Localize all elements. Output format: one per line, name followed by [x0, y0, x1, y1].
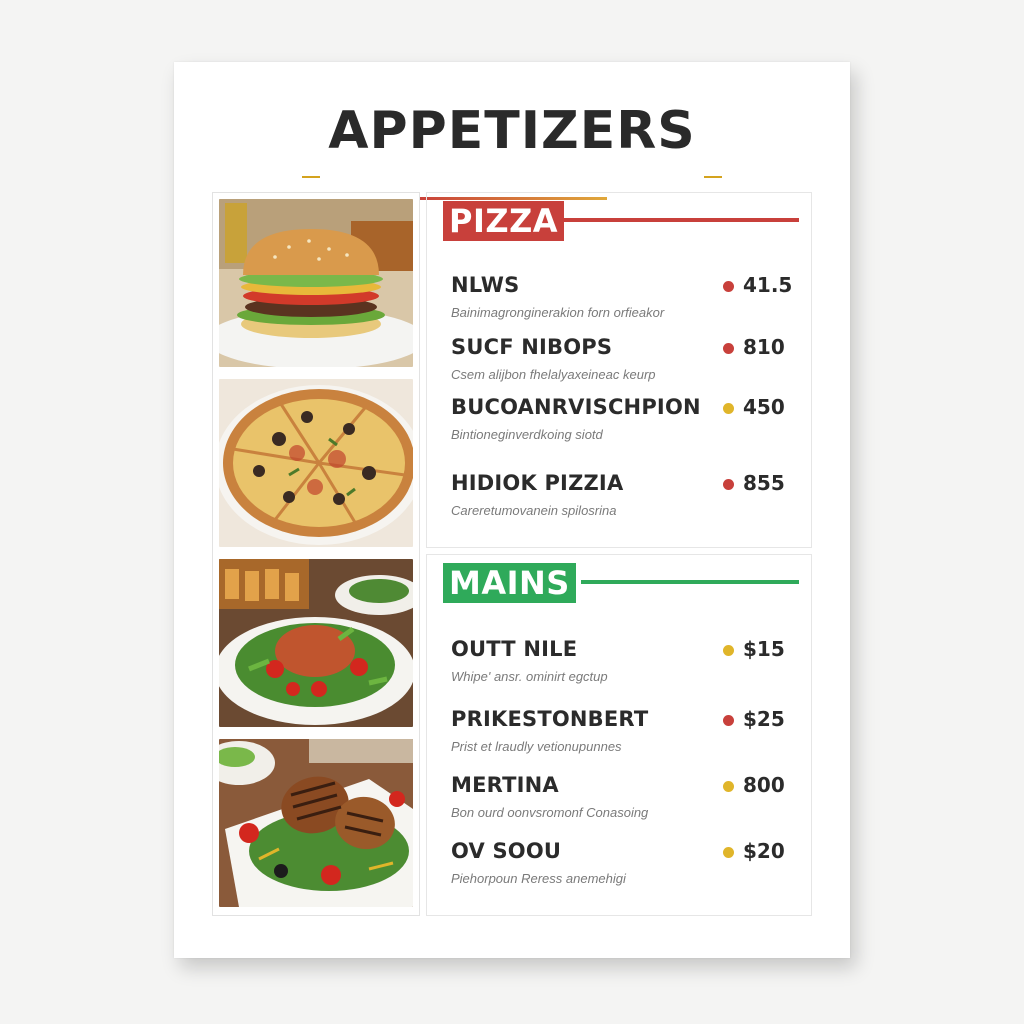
menu-item: [451, 839, 793, 889]
item-name: OUTT NILE: [451, 637, 578, 661]
section-title-mains: MAINS: [443, 563, 576, 603]
item-price: 855: [743, 471, 785, 495]
page-title: APPETIZERS: [328, 101, 696, 161]
menu-item: [451, 471, 793, 521]
item-description: Whipe' ansr. ominirt egctup: [451, 669, 608, 684]
section-rule-pizza: [563, 218, 799, 222]
grilled-meat-salad-photo: [219, 739, 413, 907]
menu-header: [174, 100, 850, 170]
title-dash-left: [302, 176, 320, 178]
item-price: 800: [743, 773, 785, 797]
item-price: 810: [743, 335, 785, 359]
photo-column: [212, 192, 420, 916]
item-description: Bintioneginverdkoing siotd: [451, 427, 603, 442]
item-description: Prist et lraudly vetionupunnes: [451, 739, 622, 754]
menu-item: [451, 335, 793, 385]
mains-section: [426, 554, 812, 916]
price-dot-icon: [723, 403, 734, 414]
item-price: 450: [743, 395, 785, 419]
price-dot-icon: [723, 343, 734, 354]
mains-section-header: [443, 563, 803, 603]
price-dot-icon: [723, 847, 734, 858]
menu-item: [451, 273, 793, 323]
pizza-photo: [219, 379, 413, 547]
menu-item: [451, 707, 793, 757]
price-dot-icon: [723, 715, 734, 726]
item-description: Bainimagronginerakion forn orfieakor: [451, 305, 665, 320]
item-description: Csem alijbon fhelalyaxeineac keurp: [451, 367, 656, 382]
menu-item: [451, 395, 793, 445]
section-rule-mains: [581, 580, 799, 584]
section-title-pizza: PIZZA: [443, 201, 564, 241]
item-name: SUCF NIBOPS: [451, 335, 613, 359]
burger-photo: [219, 199, 413, 367]
price-dot-icon: [723, 281, 734, 292]
item-price: $25: [743, 707, 785, 731]
pizza-section-header: [443, 201, 803, 241]
item-name: NLWS: [451, 273, 520, 297]
salad-photo: [219, 559, 413, 727]
menu-item: [451, 637, 793, 687]
item-price: $15: [743, 637, 785, 661]
item-name: OV SOOU: [451, 839, 562, 863]
item-name: MERTINA: [451, 773, 559, 797]
item-name: BUCOANRVISCHPION: [451, 395, 701, 419]
menu-page: [174, 62, 850, 958]
pizza-section: [426, 192, 812, 548]
item-description: Piehorpoun Reress anemehigi: [451, 871, 626, 886]
item-price: $20: [743, 839, 785, 863]
item-name: HIDIOK PIZZIA: [451, 471, 624, 495]
item-name: PRIKESTONBERT: [451, 707, 649, 731]
price-dot-icon: [723, 645, 734, 656]
menu-item: [451, 773, 793, 823]
item-description: Careretumovanein spilosrina: [451, 503, 617, 518]
menu-list-column: [426, 192, 810, 914]
item-description: Bon ourd oonvsromonf Conasoing: [451, 805, 649, 820]
price-dot-icon: [723, 479, 734, 490]
item-price: 41.5: [743, 273, 793, 297]
price-dot-icon: [723, 781, 734, 792]
title-dash-right: [704, 176, 722, 178]
